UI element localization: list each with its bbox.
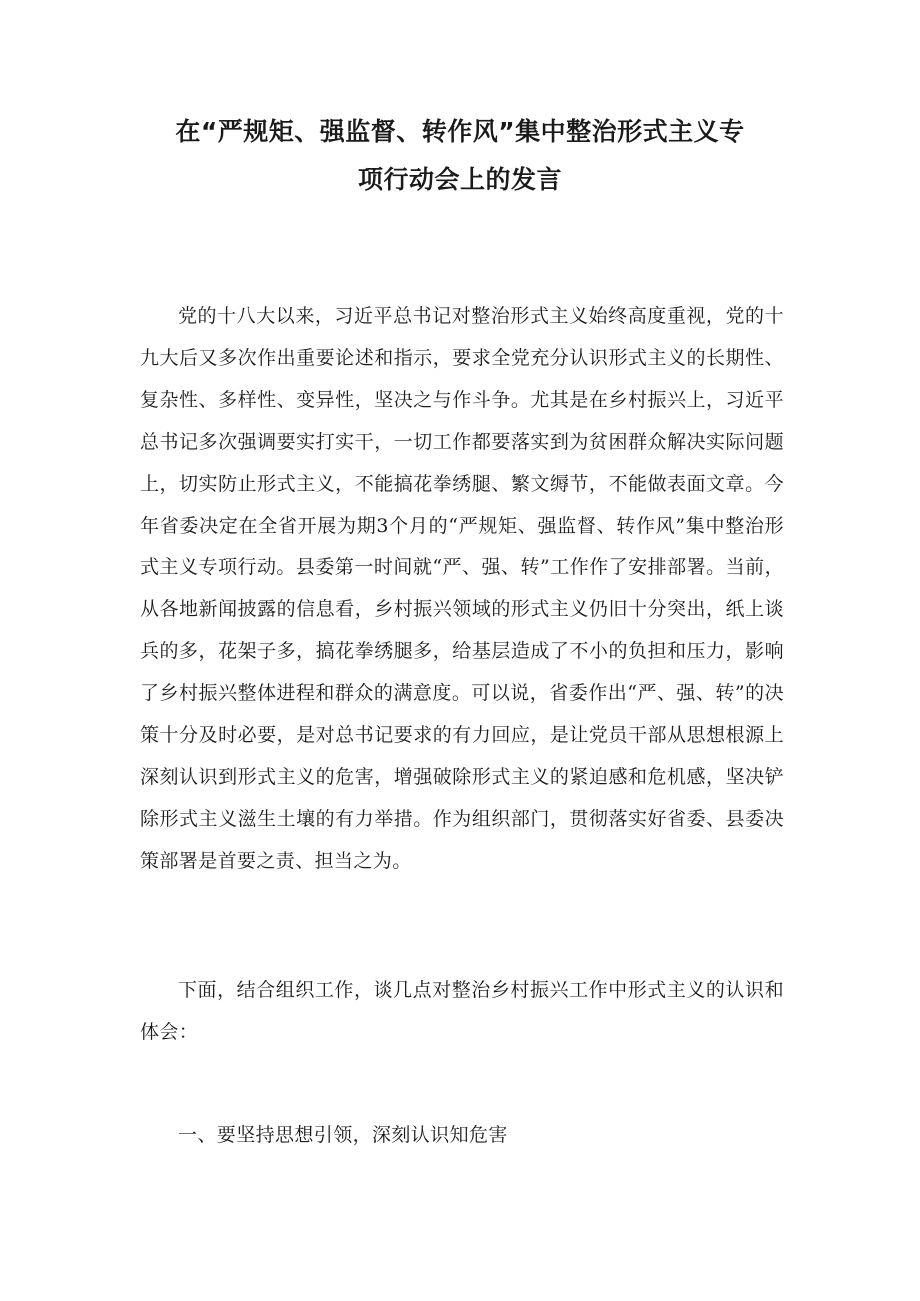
document-title bbox=[150, 108, 770, 204]
body-paragraph-intro: 党的十八大以来，习近平总书记对整治形式主义始终高度重视，党的十九大后又多次作出重要论述和指示，要求全党充分认识形式主义的长期性、复杂性、多样性、变异性，坚决之与作斗争。尤其是在乡村振兴上，习近平总书记多次强调要实打实干，一切工作都要落实到为贫困群众解决实际问题上，切实防止形式主义，不能搞花拳绣腿、繁文缛节，不能做表面文章。今年省委决定在全省开展为期3个月的“严规矩、强监督、转作风”集中整治形式主义专项行动。县委第一时间就“严、强、转”工作作了安排部署。当前，从各地新闻披露的信息看，乡村振兴领域的形式主义仍旧十分突出，纸上谈兵的多，花架子多，搞花拳绣腿多，给基层造成了不小的负担和压力，影响了乡村振兴整体进程和群众的满意度。可以说，省委作出“严、强、转”的决策十分及时必要，是对总书记要求的有力回应，是让党员干部从思想根源上深刻认识到形式主义的危害，增强破除形式主义的紧迫感和危机感，坚决铲除形式主义滋生土壤的有力举措。作为组织部门，贯彻落实好省委、县委决策部署是首要之责、担当之为。 bbox=[140, 305, 784, 872]
body-paragraph-transition: 下面，结合组织工作，谈几点对整治乡村振兴工作中形式主义的认识和体会： bbox=[140, 979, 784, 1043]
document-title-line-1: 在“严规矩、强监督、转作风”集中整治形式主义专 bbox=[175, 117, 745, 146]
document-title-line-2: 项行动会上的发言 bbox=[357, 165, 562, 194]
section-heading-1: 一、要坚持思想引领，深刻认识知危害 bbox=[178, 1124, 508, 1146]
